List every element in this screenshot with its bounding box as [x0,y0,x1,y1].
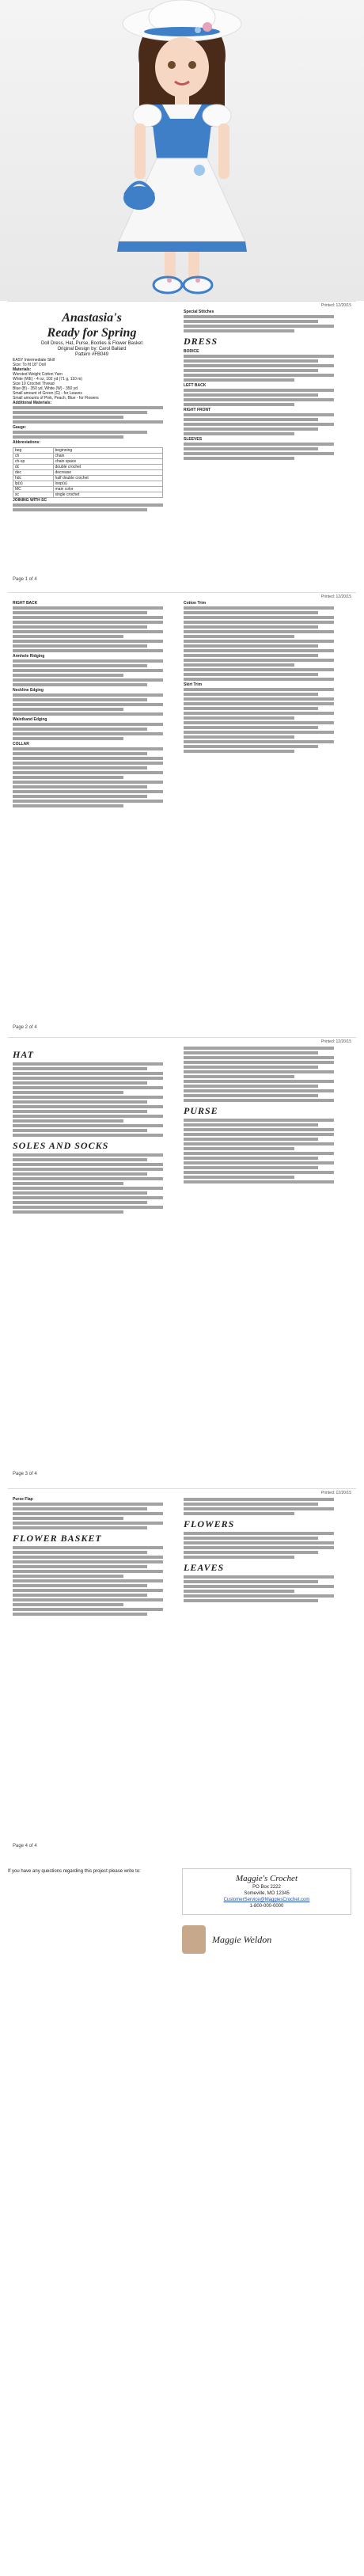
section-heading-flowers: FLOWERS [184,1518,235,1529]
subheading-armhole: Armhole Ridging [13,654,45,659]
subheading-right-back: RIGHT BACK [13,601,38,606]
avatar [182,1925,206,1954]
material-3: Size 10 Crochet Thread [13,382,55,386]
page-footer: Page 1 of 4 [13,577,37,582]
abbreviations-table [13,447,163,498]
joining-label: JOINING WITH SC [13,498,47,503]
page2-left-column [13,601,171,809]
doll-illustration [0,0,364,301]
printed-date: Printed: 12/20/15 [320,303,351,308]
page4-right-column [184,1497,342,1604]
printed-date: Printed: 12/20/15 [320,1039,351,1044]
subheading-sleeves: SLEEVES [184,437,203,442]
subheading-skirt-trim: Skirt Trim [184,682,203,687]
pattern-page-4 [8,1488,356,1853]
table-row: sc single crochet [13,492,163,498]
subheading-waistband: Waistband Edging [13,717,47,722]
subheading-cotton-trim: Cotton Trim [184,601,207,606]
contact-tagline: If you have any questions regarding this project please write to: [8,1869,141,1874]
company-name: Maggie's Crochet [235,1874,298,1883]
pattern-subtitle: Doll Dress, Hat, Purse, Booties & Flower Basket [40,341,143,346]
subheading-bodice: BODICE [184,349,199,354]
printed-date: Printed: 12/20/15 [320,1491,351,1495]
contact-phone: 1-800-000-0000 [249,1904,284,1909]
table-row: beg beginning [13,448,163,454]
section-heading-dress: DRESS [184,336,218,347]
section-heading-leaves: LEAVES [184,1562,225,1573]
table-row: MC main color [13,487,163,492]
pattern-credit: Original Design by: Carol Ballard [57,347,127,351]
materials-label: Materials: [13,367,32,372]
skill-level: EASY Intermediate Skill [13,358,55,363]
gauge-label: Gauge: [13,425,27,430]
pattern-page-3 [8,1037,356,1481]
printed-date: Printed: 12/20/15 [320,595,351,599]
subheading-purse-flap: Purse Flap [13,1497,33,1502]
abbreviations-label: Abbreviations: [13,440,41,445]
section-heading-purse: PURSE [184,1105,218,1116]
contact-block [8,1868,356,2058]
contact-email-link[interactable]: CustomerService@MaggiesCrochet.com [223,1898,310,1902]
subheading-left-back: LEFT BACK [184,383,207,388]
designer-signature: Maggie Weldon [212,1933,272,1945]
table-row: hdc half double crochet [13,476,163,481]
address-line-1: PO Box 2222 [252,1885,281,1890]
table-row: lp(s) loop(s) [13,481,163,487]
pattern-page-1 [8,301,356,587]
special-stitches-label: Special Stitches [184,310,214,314]
table-row: dc double crochet [13,465,163,470]
subheading-right-front: RIGHT FRONT [184,408,211,412]
page1-left-column [13,310,171,513]
page4-left-column [13,1497,171,1617]
pattern-page-2 [8,592,356,1035]
pattern-title-line1: Anastasia's [62,311,122,325]
page3-left-column [13,1046,171,1215]
subheading-neckline: Neckline Edging [13,688,44,693]
material-6: Small amounts of Pink, Peach, Blue - for Flowers [13,396,99,401]
page-footer: Page 4 of 4 [13,1844,37,1848]
material-5: Small amount of Green (G) - for Leaves [13,391,82,396]
section-heading-soles-and-socks: SOLES AND SOCKS [13,1140,109,1151]
material-2: White (WE) - 4 oz, 102 yd (71 g, 110 m) [13,377,82,382]
pattern-number: Pattern #FB049 [74,352,109,357]
subheading-collar: COLLAR [13,742,29,747]
pattern-title-line2: Ready for Spring [47,326,137,340]
section-heading-flower-basket: FLOWER BASKET [13,1533,102,1544]
page1-right-column [184,310,342,462]
section-heading-hat: HAT [13,1049,35,1060]
page-footer: Page 3 of 4 [13,1472,37,1476]
table-row: dec decrease [13,470,163,476]
material-1: Worsted Weight Cotton Yarn [13,372,63,377]
additional-materials-label: Additional Materials: [13,401,52,405]
page3-right-column [184,1046,342,1185]
doll-photo [0,0,364,301]
page-footer: Page 2 of 4 [13,1025,37,1030]
size-line: Size: To fit 18" Doll [13,363,46,367]
material-4: Blue (B) - 350 yd, White (W) - 350 yd [13,386,78,391]
address-line-2: Someville, MO 12345 [244,1891,290,1896]
table-row: ch-sp chain space [13,459,163,465]
table-row: ch chain [13,454,163,459]
page2-right-column [184,601,342,754]
